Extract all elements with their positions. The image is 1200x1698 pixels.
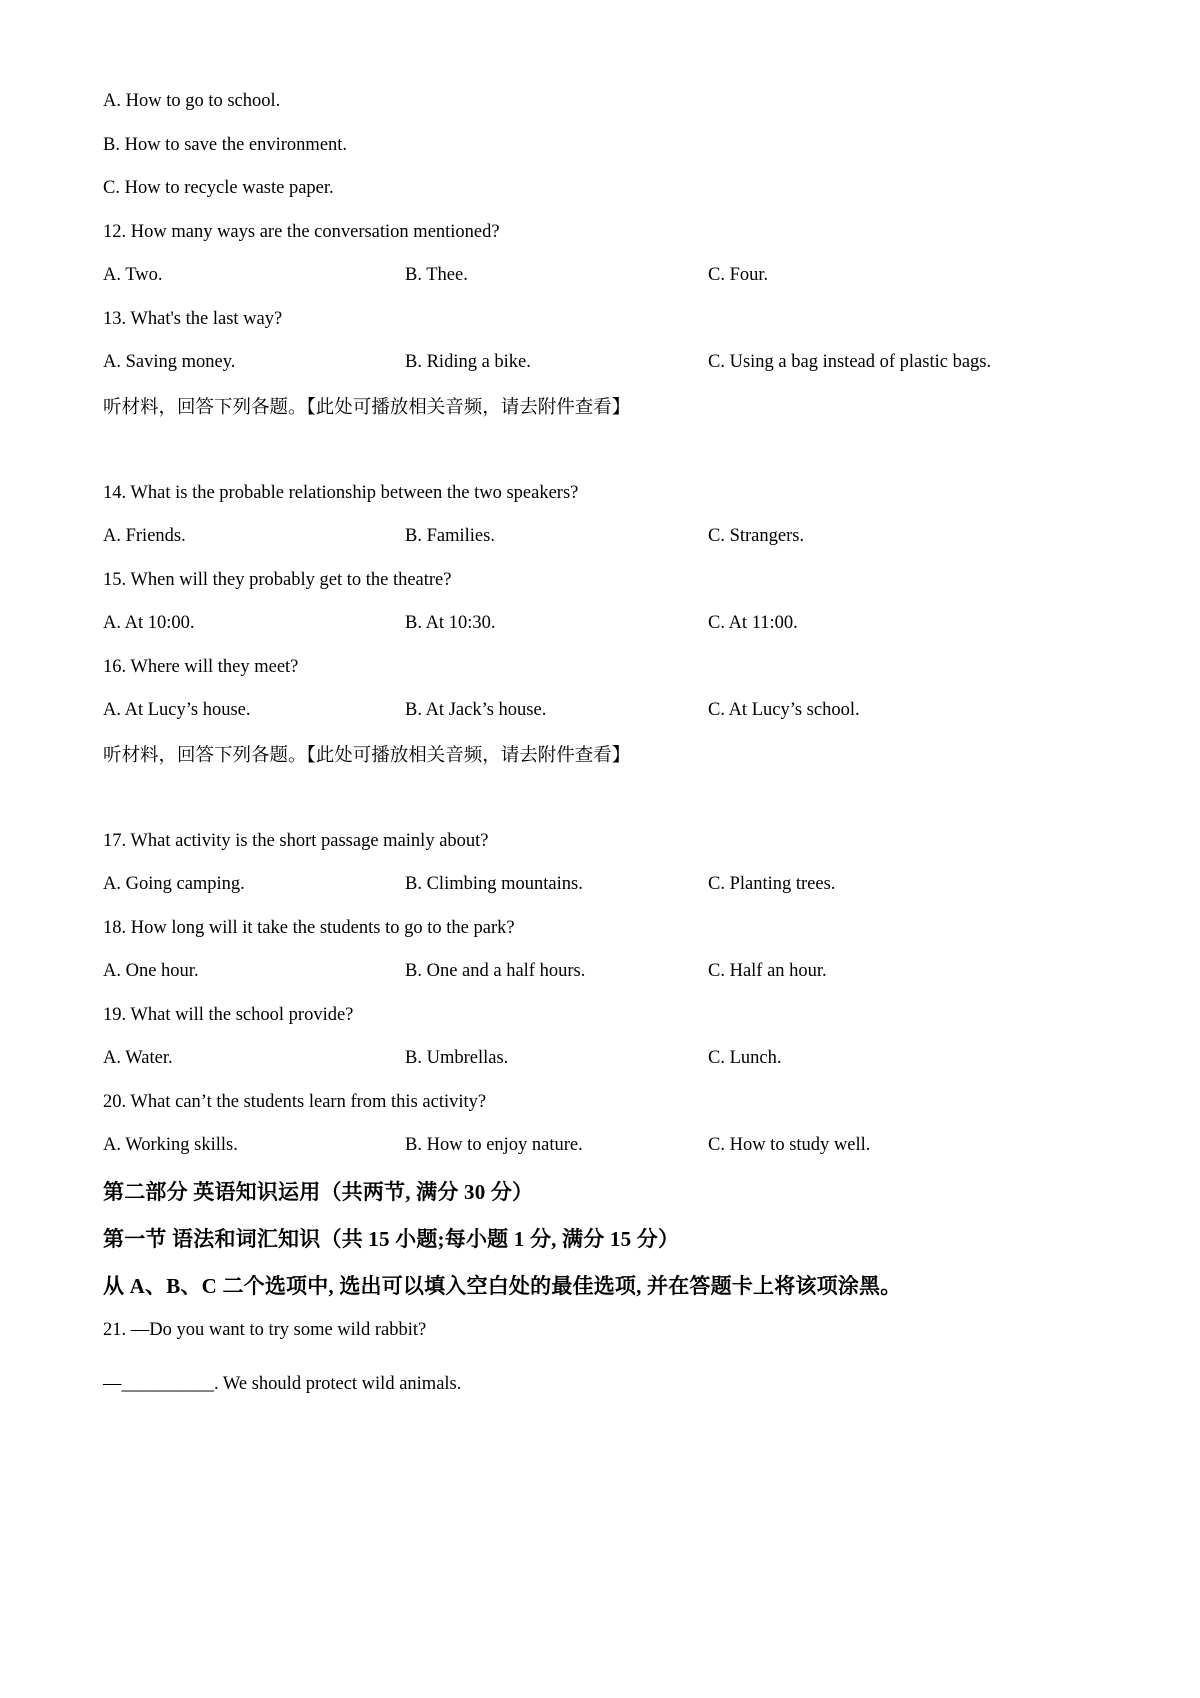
options-row [103,254,1150,298]
text-line: 听材料，回答下列各题。【此处可播放相关音频，请去附件查看】 [103,398,631,419]
blank-line [103,428,1150,472]
option-a: A. Two. [103,265,163,286]
options-row [103,515,1150,559]
option-c: C. Half an hour. [708,961,827,982]
option-a: A. Water. [103,1048,173,1069]
section-heading: 第一节 语法和词汇知识（共 15 小题;每小题 1 分, 满分 15 分） [103,1227,680,1251]
option-a: A. Going camping. [103,874,245,895]
option-b: B. Climbing mountains. [405,874,583,895]
blank-line [103,1352,1150,1363]
option-c: C. Using a bag instead of plastic bags. [708,352,992,373]
text-line: 19. What will the school provide? [103,1004,354,1025]
options-row [103,1037,1150,1081]
option-b: B. At 10:30. [405,613,496,634]
options-row [103,602,1150,646]
text-line: 13. What's the last way? [103,308,283,329]
option-c: C. Strangers. [708,526,805,547]
option-b: B. Thee. [405,265,468,286]
option-a: A. At Lucy’s house. [103,700,251,721]
option-c: C. How to study well. [708,1135,871,1156]
options-row [103,1124,1150,1168]
text-line: 20. What can’t the students learn from this activity? [103,1091,487,1112]
text-line: 17. What activity is the short passage mainly about? [103,830,489,851]
options-row [103,341,1150,385]
section-heading: 第二部分 英语知识运用（共两节, 满分 30 分） [103,1180,534,1204]
option-b: B. One and a half hours. [405,961,586,982]
option-a: A. Friends. [103,526,186,547]
option-b: B. Riding a bike. [405,352,531,373]
section-heading: 从 A、B、C 二个选项中, 选出可以填入空白处的最佳选项, 并在答题卡上将该项涂黑。 [103,1274,902,1298]
option-b: B. Umbrellas. [405,1048,509,1069]
options-row [103,689,1150,733]
option-c: C. At Lucy’s school. [708,700,860,721]
text-line: 18. How long will it take the students to go to the park? [103,917,515,938]
text-line: 16. Where will they meet? [103,656,299,677]
text-line: 15. When will they probably get to the theatre? [103,569,452,590]
option-c: C. Lunch. [708,1048,782,1069]
text-line: 21. —Do you want to try some wild rabbit? [103,1319,427,1340]
option-a: A. One hour. [103,961,199,982]
option-b: B. Families. [405,526,495,547]
options-row [103,863,1150,907]
option-c: C. Planting trees. [708,874,836,895]
blank-line [103,776,1150,820]
text-line: B. How to save the environment. [103,134,348,155]
text-line: A. How to go to school. [103,91,281,112]
text-line: C. How to recycle waste paper. [103,178,334,199]
text-line: 14. What is the probable relationship between the two speakers? [103,482,579,503]
option-b: B. How to enjoy nature. [405,1135,583,1156]
text-line: 12. How many ways are the conversation mentioned? [103,221,500,242]
option-c: C. At 11:00. [708,613,798,634]
option-c: C. Four. [708,265,769,286]
option-b: B. At Jack’s house. [405,700,547,721]
option-a: A. Saving money. [103,352,236,373]
text-line: —__________. We should protect wild animals. [103,1374,462,1395]
options-row [103,950,1150,994]
option-a: A. Working skills. [103,1135,238,1156]
option-a: A. At 10:00. [103,613,195,634]
text-line: 听材料，回答下列各题。【此处可播放相关音频，请去附件查看】 [103,746,631,767]
